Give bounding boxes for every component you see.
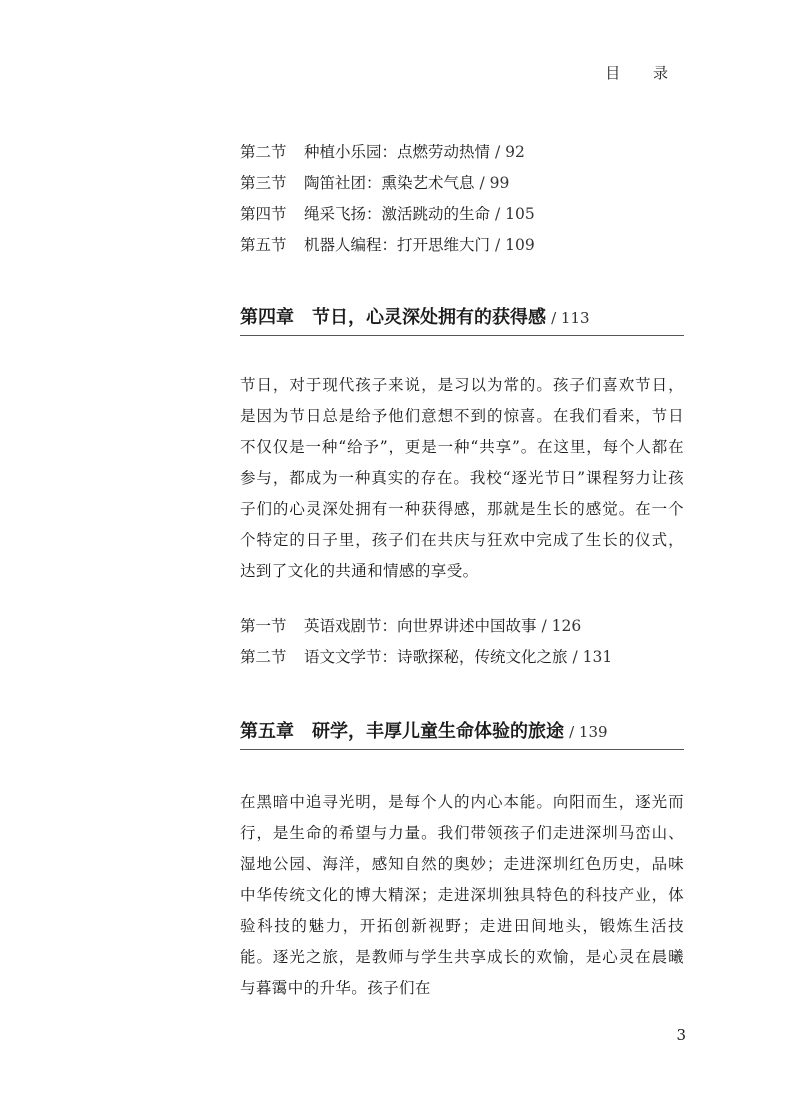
chapter-summary: 节日，对于现代孩子来说，是习以为常的。孩子们喜欢节日，是因为节日总是给予他们意想不到的惊喜。在我们看来，节日不仅仅是一种“给予”，更是一种“共享”。在这里，每个人都在参与，都成为一种真实的存在。我校“逐光节日”课程努力让孩子们的心灵深处拥有一种获得感，那就是生长的感觉。在一个个特定的日子里，孩子们在共庆与狂欢中完成了生长的仪式，达到了文化的共通和情感的享受。 (240, 376, 684, 580)
chapter-number: 第五章 (240, 721, 294, 742)
chapter-summary: 在黑暗中追寻光明，是每个人的内心本能。向阳而生，逐光而行，是生命的希望与力量。我们带领孩子们走进深圳马峦山、湿地公园、海洋，感知自然的奥妙；走进深圳红色历史，品味中华传统文化的博大精深；走进深圳独具特色的科技产业，体验科技的魅力，开拓创新视野；走进田间地头，锻炼生活技能。逐光之旅，是教师与学生共享成长的欢愉，是心灵在晨曦与暮霭中的升华。孩子们在 (240, 793, 684, 997)
section-number: 第四节 (240, 205, 287, 223)
chapter-number: 第四章 (240, 307, 294, 328)
running-head: 目 录 (605, 64, 682, 82)
section-number: 第一节 (240, 617, 287, 635)
section-page: / 131 (572, 648, 613, 666)
section-page: / 109 (494, 236, 535, 254)
section-page: / 126 (541, 617, 582, 635)
toc-entry[interactable] (240, 642, 612, 673)
section-title: 陶笛社团：熏染艺术气息 (304, 174, 475, 192)
chapter-heading[interactable] (240, 303, 684, 336)
toc-section-list (240, 611, 612, 673)
section-title: 绳采飞扬：激活跳动的生命 (304, 205, 491, 223)
toc-entry[interactable] (240, 199, 535, 230)
section-page: / 105 (494, 205, 535, 223)
chapter-title: 节日，心灵深处拥有的获得感 (312, 307, 546, 328)
chapter-heading[interactable] (240, 717, 684, 750)
section-page: / 99 (479, 174, 510, 192)
toc-entry[interactable] (240, 137, 535, 168)
toc-section-list (240, 137, 535, 261)
section-title: 种植小乐园：点燃劳动热情 (304, 143, 491, 161)
section-title: 机器人编程：打开思维大门 (304, 236, 491, 254)
toc-entry[interactable] (240, 230, 535, 261)
section-number: 第二节 (240, 143, 287, 161)
section-title: 英语戏剧节：向世界讲述中国故事 (304, 617, 537, 635)
section-page: / 92 (494, 143, 525, 161)
toc-entry[interactable] (240, 168, 535, 199)
toc-entry[interactable] (240, 611, 612, 642)
section-number: 第二节 (240, 648, 287, 666)
section-number: 第三节 (240, 174, 287, 192)
chapter-page: / 139 (569, 723, 608, 741)
section-title: 语文文学节：诗歌探秘，传统文化之旅 (304, 648, 568, 666)
chapter-title: 研学，丰厚儿童生命体验的旅途 (312, 721, 564, 742)
chapter-page: / 113 (551, 309, 590, 327)
section-number: 第五节 (240, 236, 287, 254)
page-number: 3 (676, 1026, 686, 1044)
